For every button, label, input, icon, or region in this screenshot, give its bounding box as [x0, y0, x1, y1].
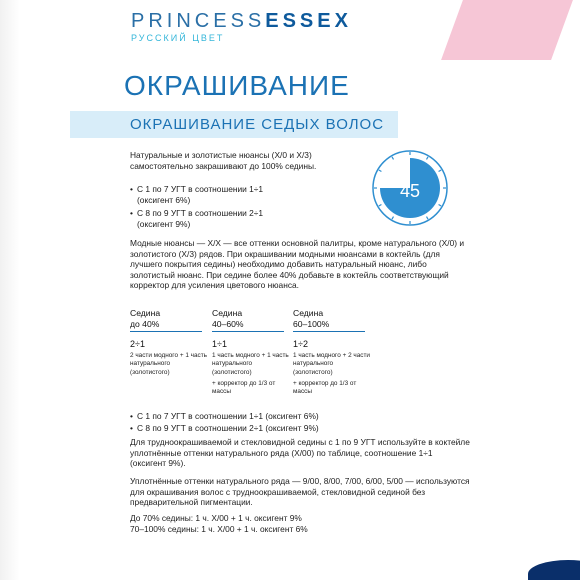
column-divider — [130, 331, 202, 332]
brand-name-part1: PRINCESS — [131, 10, 266, 32]
bullet-item — [130, 411, 380, 422]
dosage-line: 70–100% седины: 1 ч. X/00 + 1 ч. оксигент 6% — [130, 523, 308, 534]
column-description: 2 части модного + 1 часть натурального (золотистого) — [130, 352, 207, 376]
timer-tick — [379, 170, 382, 172]
dense-shades-paragraph: Уплотнённые оттенки натурального ряда — 9/00, 8/00, 7/00, 6/00, 5/00 — используются для окрашивания волос с трудноокрашиваемой, стекловидной сединой без предварительной пигментации. — [130, 476, 470, 508]
timer-tick — [427, 217, 429, 220]
column-description: 1 часть модного + 1 часть натурального (золотистого) — [212, 352, 289, 376]
timer-tick — [379, 205, 382, 207]
column-corrector-note: + корректор до 1/3 от массы — [212, 380, 276, 396]
column-ratio: 1÷2 — [293, 339, 308, 349]
bullet-item — [130, 423, 380, 434]
gray-column-header — [130, 308, 160, 329]
gray-column-header — [212, 308, 244, 329]
column-head-label: Седина — [293, 308, 324, 318]
dosage-line: До 70% седины: 1 ч. X/00 + 1 ч. оксигент 9% — [130, 513, 302, 523]
bullet-line: (оксигент 6%) — [137, 194, 191, 205]
column-divider — [212, 331, 284, 332]
timer-tick — [392, 157, 394, 160]
bullet-line: (оксигент 9%) — [137, 218, 191, 229]
timer-tick — [427, 157, 429, 160]
bullet-line: • С 1 по 7 УГТ в соотношении 1÷1 (оксигент 6%) — [137, 411, 319, 421]
bullet-line: • С 8 по 9 УГТ в соотношении 2÷1 (оксигент 9%) — [137, 423, 319, 433]
fashion-shades-paragraph: Модные нюансы — X/X — все оттенки основной палитры, кроме натурального (X/0) и золотистого (X/3) рядов. При окрашивании модными нюансами в коктейль (для лучшего покрытия седины) необходимо добавить натуральный нюанс, либо золотистый нюанс. При седине более 40% добавьте в коктейль соответствующий корректор для усиления цветового нюанса. — [130, 238, 465, 291]
timer-value: 45 — [399, 181, 421, 201]
section-title: ОКРАШИВАНИЕ СЕДЫХ ВОЛОС — [130, 116, 385, 133]
bullet-item — [130, 184, 330, 205]
column-ratio: 1÷1 — [212, 339, 227, 349]
pink-decoration — [441, 0, 573, 60]
bullet-item — [130, 208, 330, 229]
brand-subtitle: РУССКИЙ ЦВЕТ — [131, 33, 225, 43]
bullet-line: • С 1 по 7 УГТ в соотношении 1÷1 — [137, 184, 264, 194]
column-head-range: 40–60% — [212, 318, 244, 329]
resistant-gray-paragraph: Для трудноокрашиваемой и стекловидной седины с 1 по 9 УГТ используйте в коктейле уплотнённые оттенки натурального ряда (X/00) по таблице, соотношение 1÷1 (оксигент 9%). — [130, 437, 470, 469]
brand-logo — [131, 10, 352, 43]
column-description: 1 часть модного + 2 части натурального (золотистого) — [293, 352, 370, 376]
timer-tick — [392, 217, 394, 220]
page-edge-shadow — [0, 0, 20, 580]
timer-tick — [439, 170, 442, 172]
timer-icon — [370, 148, 450, 228]
column-ratio: 2÷1 — [130, 339, 145, 349]
bullet-line: • С 8 по 9 УГТ в соотношении 2÷1 — [137, 208, 264, 218]
column-head-range: 60–100% — [293, 318, 330, 329]
intro-paragraph: Натуральные и золотистые нюансы (X/0 и X/3) самостоятельно закрашивают до 100% седины. — [130, 150, 317, 171]
page-title: ОКРАШИВАНИЕ — [124, 70, 350, 101]
column-divider — [293, 331, 365, 332]
column-corrector-note: + корректор до 1/3 от массы — [293, 380, 357, 396]
column-head-range: до 40% — [130, 318, 160, 329]
gray-column-header — [293, 308, 329, 329]
brand-name-part2: ESSEX — [265, 10, 352, 32]
timer-tick — [439, 205, 442, 207]
dosage-block — [130, 513, 380, 534]
column-head-label: Седина — [130, 308, 161, 318]
navy-decoration — [528, 560, 580, 580]
column-head-label: Седина — [212, 308, 243, 318]
